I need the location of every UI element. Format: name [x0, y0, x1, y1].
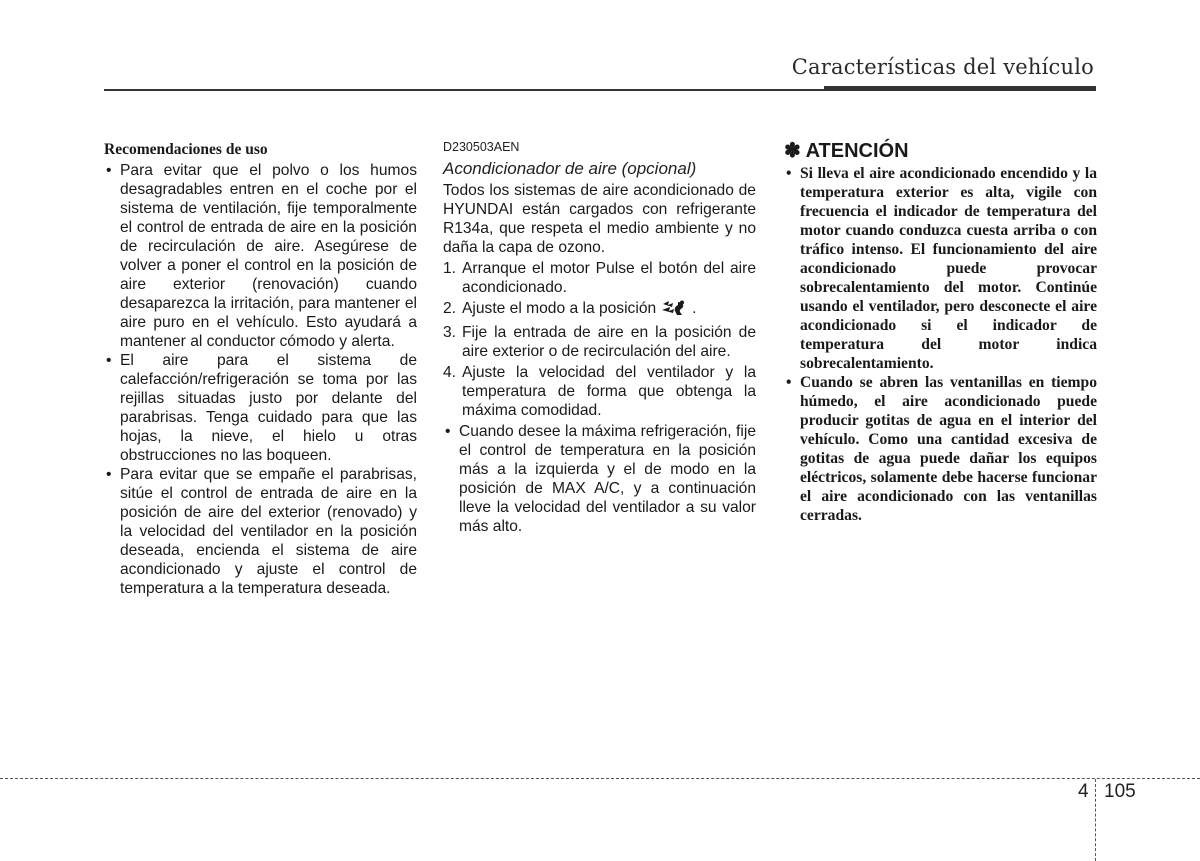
max-cooling-list — [443, 422, 756, 536]
step-item — [443, 323, 756, 361]
footer-vertical-divider — [1095, 779, 1096, 861]
step-item — [443, 259, 756, 297]
list-item: • Para evitar que se empañe el parabrisas, sitúe el control de entrada de aire en la posición de aire del exterior (renovado) y la velocidad del ventilador en la posición deseada, encienda el sistema de aire acondicionado y ajuste el control de temperatura a la temperatura deseada. — [104, 465, 417, 598]
step-number: 3. — [443, 324, 457, 341]
footer-divider — [0, 778, 1200, 779]
section-subtitle: Acondicionador de aire (opcional) — [443, 159, 697, 178]
header-rule-accent — [824, 86, 1096, 91]
column-recommendations — [104, 140, 417, 598]
caution-title-text: ATENCIÓN — [805, 140, 909, 162]
step-item — [443, 363, 756, 420]
list-item: • Cuando se abren las ventanillas en tiempo húmedo, el aire acondicionado puede producir gotitas de agua en el interior del vehículo. Como una cantidad excesiva de gotitas de agua puede dañar los equipos eléctricos, solamente debe hacerse funcionar el aire acondicionado con las ventanillas cerradas. — [784, 373, 1097, 525]
list-item: • Si lleva el aire acondicionado encendido y la temperatura exterior es alta, vigile con frecuencia el indicador de temperatura del motor cuando conduzca cuesta arriba o con tráfico intenso. El funcionamiento del aire acondicionado puede provocar sobrecalentamiento del motor. Continúe usando el ventilador, pero desconecte el aire acondicionado si el indicador de temperatura del motor indica sobrecalentamiento. — [784, 164, 1097, 373]
step-text: Ajuste el modo a la posición — [462, 300, 657, 317]
recommendations-heading: Recomendaciones de uso — [104, 141, 268, 158]
page-header-title: Características del vehículo — [791, 55, 1094, 79]
step-number: 4. — [443, 364, 457, 381]
list-item: • El aire para el sistema de calefacción/refrigeración se toma por las rejillas situadas justo por delante del parabrisas. Tenga cuidado para que las hojas, la nieve, el hielo u otras obstrucciones no las boqueen. — [104, 351, 417, 465]
chapter-number: 4 — [1078, 781, 1089, 802]
column-air-conditioner — [443, 140, 756, 536]
caution-title — [784, 140, 1097, 162]
column-caution — [784, 140, 1097, 525]
section-code: D230503AEN — [443, 140, 520, 154]
list-item: • Cuando desee la máxima refrigeración, fije el control de temperatura en la posición más a la izquierda y el de modo en la posición de MAX A/C, y a continuación lleve la velocidad del ventilador a su valor más alto. — [443, 422, 756, 536]
recommendations-list — [104, 161, 417, 598]
step-text: Fije la entrada de aire en la posición de aire exterior o de recirculación del aire. — [462, 324, 756, 360]
step-text: Ajuste la velocidad del ventilador y la temperatura de forma que obtenga la máxima comodidad. — [462, 364, 756, 419]
step-text: Arranque el motor Pulse el botón del aire acondicionado. — [462, 260, 756, 296]
step-item — [443, 299, 756, 321]
page-number: 105 — [1104, 781, 1136, 802]
steps-list — [443, 259, 756, 420]
step-text-end: . — [692, 300, 697, 317]
header-rule — [104, 89, 824, 91]
caution-symbol-icon: ✽ — [784, 140, 801, 162]
list-item: • Para evitar que el polvo o los humos desagradables entren en el coche por el sistema de ventilación, fije temporalmente el control de entrada de aire en la posición de recirculación de aire. Asegúrese de volver a poner el control en la posición de aire exterior (renovación) cuando desaparezca la irritación, para mantener el aire puro en el vehículo. Esto ayudará a mantener al conductor cómodo y alerta. — [104, 161, 417, 351]
caution-list — [784, 164, 1097, 525]
intro-paragraph: Todos los sistemas de aire acondicionado de HYUNDAI están cargados con refrigerante R134a, que respeta el medio ambiente y no daña la capa de ozono. — [443, 182, 756, 256]
step-number: 1. — [443, 260, 457, 277]
step-number: 2. — [443, 300, 457, 317]
vent-face-mode-icon — [660, 300, 690, 321]
